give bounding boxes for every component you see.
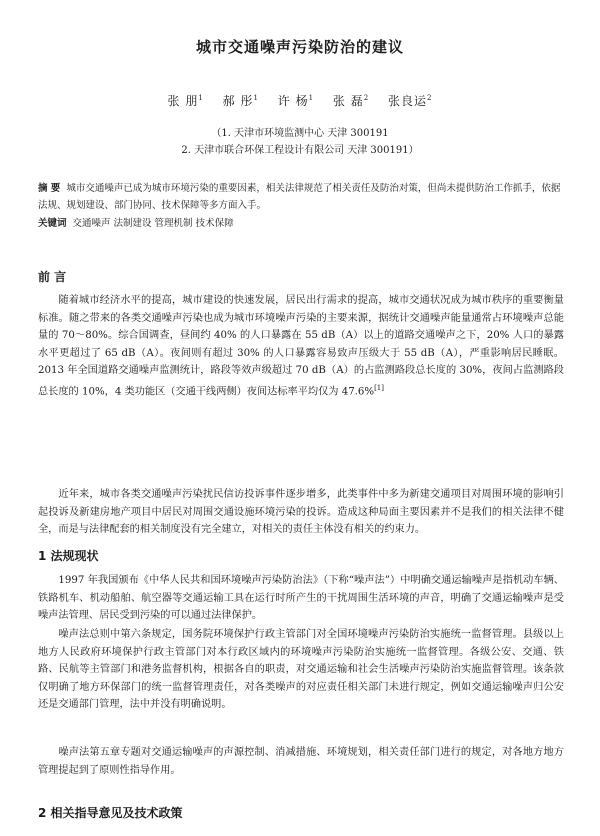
author-name: 张 朋 (167, 94, 199, 108)
section-heading-1: 1 法规现状 (38, 549, 99, 563)
author-affiliation-mark: 1 (253, 94, 259, 102)
paper-title: 城市交通噪声污染防治的建议 (195, 38, 404, 56)
keywords-text: 交通噪声 法制建设 管理机制 技术保障 (72, 218, 234, 229)
section-1-paragraph-2: 噪声法总则中第六条规定，国务院环境保护行政主管部门对全国环境噪声污染防治实施统一监督管理。县级以上地方人民政府环境保护行政主管部门对本行政区域内的环境噪声污染防治实施统一监督管理。各级公安、交通、铁路、民航等主管部门和港务监督机构，根据各自的职责，对交通运输和社会生活噪声污染防治实施监督管理。该条款仅明确了地方环保部门的统一监督管理责任，对各类噪声的对应责任相关部门未进行规定，例如交通运输噪声归公安还是交通部门管理，法中并没有明确说明。 (38, 629, 564, 711)
section-heading-2: 2 相关指导意见及技术政策 (38, 806, 183, 820)
abstract-label: 摘 要 (38, 183, 61, 194)
section-1-paragraph-1: 1997 年我国颁布《中华人民共和国环境噪声污染防治法》（下称“噪声法”）中明确交通运输噪声是指机动车辆、铁路机车、机动船舶、航空器等交通运输工具在运行时所产生的干扰周围生活环境的声音，明确了交通运输噪声是受噪声法管理、居民受到污染的可以通过法律保护。 (38, 575, 564, 622)
author-affiliation-mark: 1 (198, 94, 204, 102)
affiliation-line-2: 2. 天津市联合环保工程设计有限公司 天津 300191） (181, 145, 419, 156)
affiliation-line-1: （1. 天津市环境监测中心 天津 300191 (211, 128, 389, 139)
abstract (38, 180, 562, 214)
citation-ref: [1] (374, 383, 384, 392)
preface-paragraph-2: 近年来，城市各类交通噪声污染扰民信访投诉事件逐步增多，此类事件中多为新建交通项目对周围环境的影响引起投诉及新建房地产项目中居民对周围交通设施环境污染的投诉。造成这种局面主要因素并不是我们的相关法律不健全，而是与法律配套的相关制度没有完全建立，对相关的责任主体没有相关的约束力。 (38, 489, 564, 536)
author-affiliation-mark: 2 (427, 94, 433, 102)
author-name: 张 磊 (332, 94, 364, 108)
section-1-paragraph-3: 噪声法第五章专题对交通运输噪声的声源控制、消减措施、环境规划，相关责任部门进行的规定，对各地方地方管理提起到了原则性指导作用。 (38, 747, 564, 776)
author-affiliation-mark: 1 (308, 94, 315, 102)
preface-paragraph-1 (38, 292, 564, 401)
author-list (0, 92, 600, 109)
keywords (38, 215, 562, 232)
abstract-text: 城市交通噪声已成为城市环境污染的重要因素，相关法律规范了相关责任及防治对策，但尚未提供防治工作抓手，依据法规、规划建设、部门协同、技术保障等多方面入手。 (38, 183, 561, 211)
author-name: 许 杨 (277, 94, 309, 108)
paragraph-text: 随着城市经济水平的提高，城市建设的快速发展，居民出行需求的提高，城市交通状况成为城市秩序的重要衡量标准。随之带来的各类交通噪声污染也成为城市环境噪声污染的主要来源，据统计交通噪声能量通常占环境噪声总能量的 70～80%。综合国调查，昼间约 40% 的人口暴露在 55 dB（A）以上的道路交通噪声之下，20% 人口的暴露水平更超过了 65 dB（A）。夜间则有超过 30% 的人口暴露容易致声压级大于 55 dB（A），严重影响居民睡眠。2013 年全国道路交通噪声监测统计，路段等效声级超过 70 dB（A）的占监测路段总长度的 30%，夜间占监测路段总长度的 10%，4 类功能区（交通干线两侧）夜间达标率平均仅为 47.6% (38, 295, 564, 398)
author-name: 张良运 (388, 94, 428, 108)
author-affiliation-mark: 2 (363, 94, 370, 102)
author-name: 郝 彤 (222, 94, 254, 108)
section-heading-preface: 前 言 (38, 270, 67, 284)
keywords-label: 关键词 (38, 218, 67, 229)
